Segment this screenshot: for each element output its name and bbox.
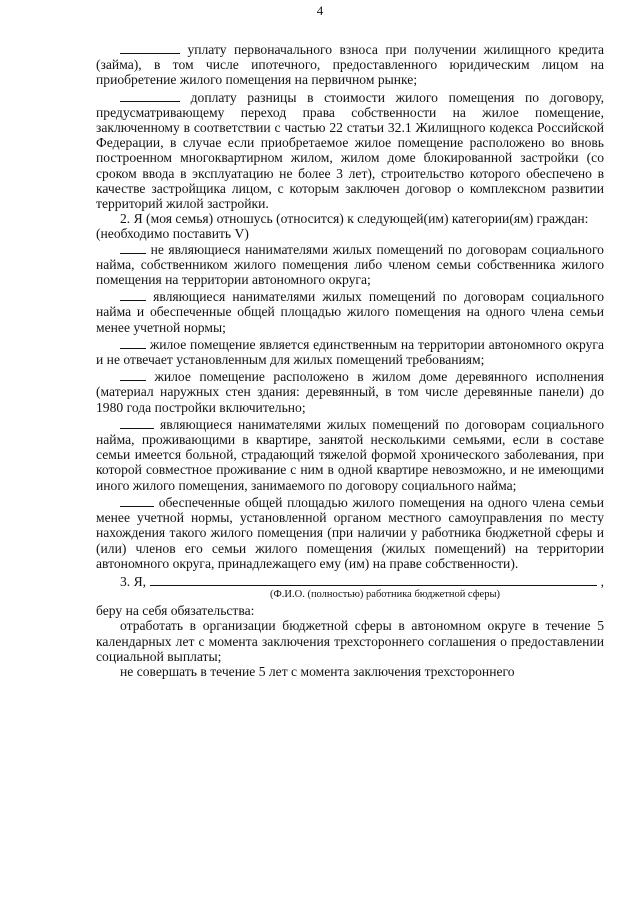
checkbox-blank[interactable] xyxy=(120,338,146,349)
checkbox-blank[interactable] xyxy=(120,370,146,381)
full-name-line[interactable] xyxy=(150,585,597,586)
category-item: жилое помещение расположено в жилом доме деревянного исполнения (материал наружных стен здания: деревянный, в том числе деревянные панели) до 1980 года постройки включительно; xyxy=(96,369,604,415)
item-initial-payment: уплату первоначального взноса при получении жилищного кредита (займа), в том числе ипотечного, предоставленного юридическим лицом на приобретение жилого помещения на первичном рынке; xyxy=(96,42,604,88)
full-name-caption: (Ф.И.О. (полностью) работника бюджетной сферы) xyxy=(269,589,500,601)
document-body xyxy=(96,42,604,679)
section-3-start: 3. Я, xyxy=(120,573,147,589)
section-2-note: (необходимо поставить V) xyxy=(96,226,249,242)
checkbox-blank[interactable] xyxy=(120,243,146,254)
category-item: являющиеся нанимателями жилых помещений по договорам социального найма, проживающими в квартире, занятой несколькими семьями, если в составе семьи имеется больной, страдающий тяжелой формой хронического заболевания, при которой совместное проживание с ним в одной квартире невозможно, и не имеющими иного жилого помещения, занимаемого по договору социального найма; xyxy=(96,416,605,493)
category-item: обеспеченные общей площадью жилого помещения на одного члена семьи менее учетной нормы, установленной органом местного самоуправления по месту нахождения такого жилого помещения (при наличии у работника бюджетной сферы и (или) членов его семьи жилого помещения (жилых помещений) на территории автономного округа, принадлежащего ему (им) на праве собственности). xyxy=(96,494,605,571)
obligation-item: не совершать в течение 5 лет с момента заключения трехстороннего xyxy=(120,663,515,679)
section-3-comma: , xyxy=(600,573,604,589)
obligation-item: отработать в организации бюджетной сферы в автономном округе в течение 5 календарных лет с момента заключения трехстороннего соглашения о предоставлении социальной выплаты; xyxy=(96,618,604,664)
obligations-heading: беру на себя обязательства: xyxy=(96,603,255,619)
checkbox-blank[interactable] xyxy=(120,496,154,507)
section-2-intro: 2. Я (моя семья) отношусь (относится) к следующей(им) категории(ям) граждан: xyxy=(120,211,589,227)
page-number: 4 xyxy=(316,3,324,18)
checkbox-blank[interactable] xyxy=(120,290,146,301)
blank-line[interactable] xyxy=(120,91,180,102)
category-item: жилое помещение является единственным на территории автономного округа и не отвечает установленным для жилых помещений требованиям; xyxy=(96,336,604,368)
item-price-difference: доплату разницы в стоимости жилого помещения по договору, предусматривающему переход права собственности на жилое помещение, заключенному в соответствии с частью 22 статьи 32.1 Жилищного кодекса Российской Федерации, в случае если приобретаемое жилое помещение расположено во вновь построенном многоквартирном жилом, жилом доме блокированной застройки (со сроком ввода в эксплуатацию не более 3 лет), строительство которого обеспечено в качестве застройщика лицом, с которым заключен договор о комплексном развитии территорий жилой застройки. xyxy=(96,89,604,212)
category-item: не являющиеся нанимателями жилых помещений по договорам социального найма, собственником жилого помещения либо членом семьи собственника жилого помещения на территории автономного округа; xyxy=(96,241,604,288)
blank-line[interactable] xyxy=(120,43,180,54)
name-field-row xyxy=(96,574,604,589)
checkbox-blank[interactable] xyxy=(120,418,154,429)
category-item: являющиеся нанимателями жилых помещений по договорам социального найма и обеспеченные общей площадью жилого помещения на одного члена семьи менее учетной нормы; xyxy=(96,289,604,335)
